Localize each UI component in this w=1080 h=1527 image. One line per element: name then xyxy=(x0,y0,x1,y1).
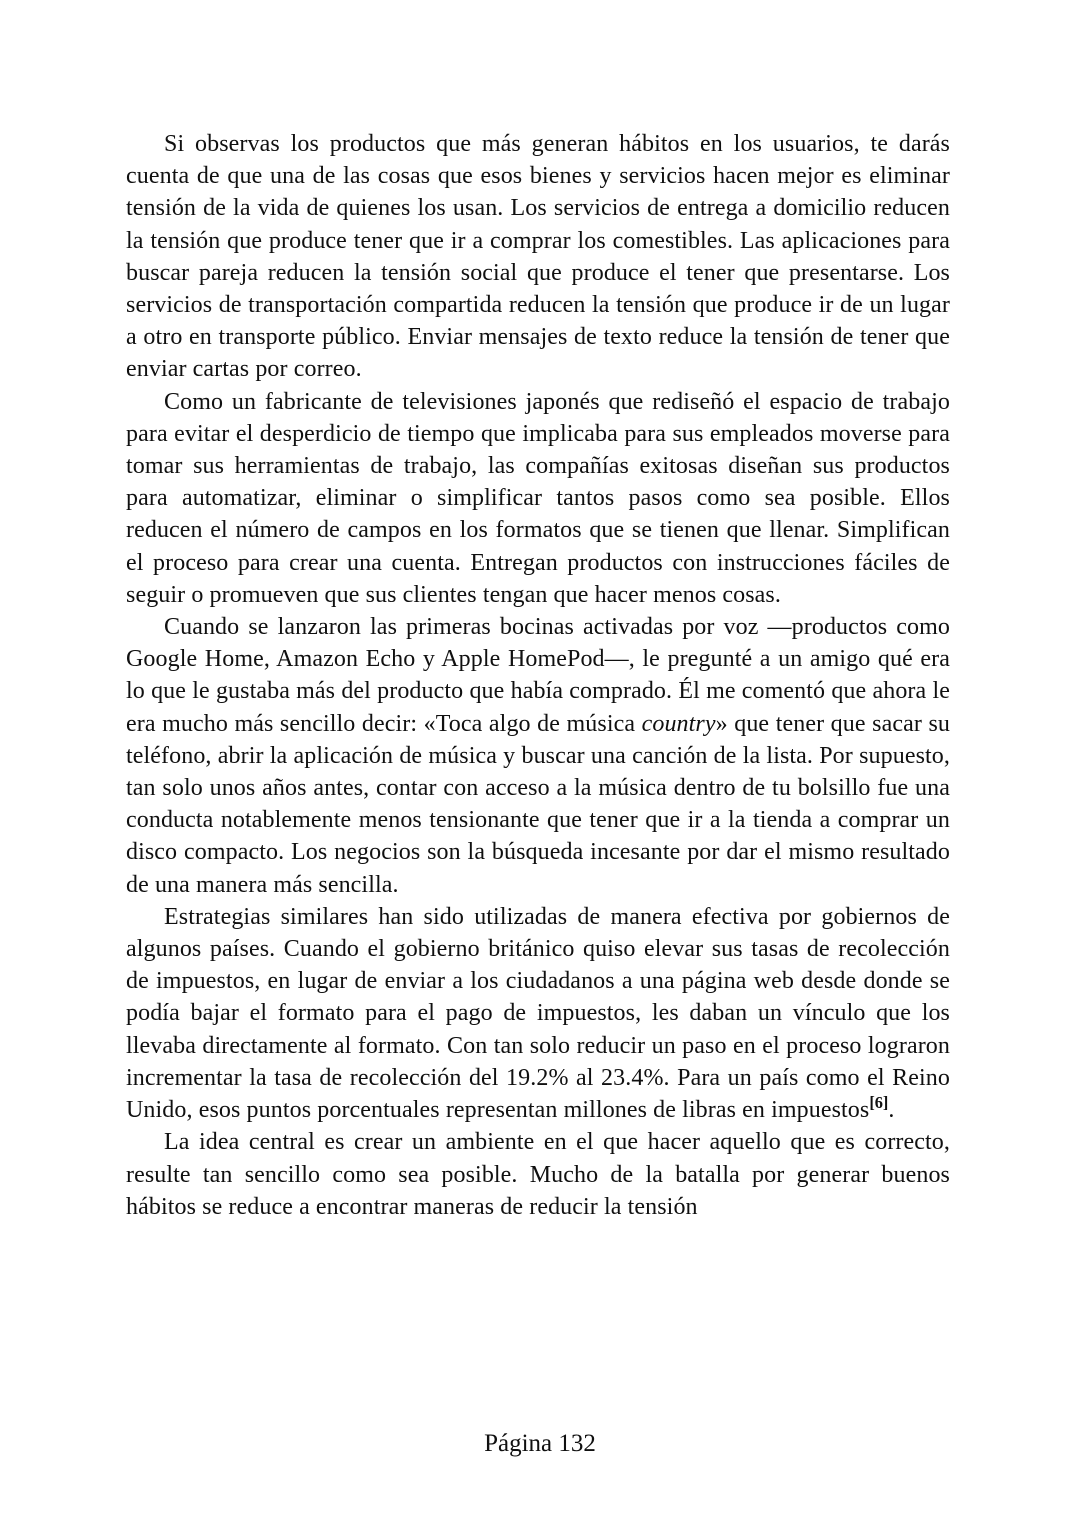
page-number: Página 132 xyxy=(484,1430,596,1457)
paragraph: Cuando se lanzaron las primeras bocinas activadas por voz —productos como Google Home, Amazon Echo y Apple HomePod—, le pregunté a un amigo qué era lo que le gustaba más del producto que había comprado. Él me comentó que ahora le era mucho más sencillo decir: «Toca algo de música country» que tener que sacar su teléfono, abrir la aplicación de música y buscar una canción de la lista. Por supuesto, tan solo unos años antes, contar con acceso a la música dentro de tu bolsillo fue una conducta notablemente menos tensionante que tener que ir a la tienda a comprar un disco compacto. Los negocios son la búsqueda incesante por dar el mismo resultado de una manera más sencilla. xyxy=(126,614,950,898)
paragraph: Como un fabricante de televisiones japonés que rediseñó el espacio de trabajo para evitar el desperdicio de tiempo que implicaba para sus empleados moverse para tomar sus herramientas de trabajo, las compañías exitosas diseñan sus productos para automatizar, eliminar o simplificar tantos pasos como sea posible. Ellos reducen el número de campos en los formatos que se tienen que llenar. Simplifican el proceso para crear una cuenta. Entregan productos con instrucciones fáciles de seguir o promueven que sus clientes tengan que hacer menos cosas. xyxy=(126,388,950,608)
paragraph: La idea central es crear un ambiente en el que hacer aquello que es correcto, resulte tan sencillo como sea posible. Mucho de la batalla por generar buenos hábitos se reduce a encontrar maneras de reducir la tensión xyxy=(126,1129,950,1220)
footnote-reference[interactable]: [6] xyxy=(869,1093,889,1113)
text-column xyxy=(126,128,950,1223)
italic-text: country xyxy=(641,710,716,737)
paragraph: Estrategias similares han sido utilizadas de manera efectiva por gobiernos de algunos países. Cuando el gobierno británico quiso elevar sus tasas de recolección de impuestos, en lugar de enviar a los ciudadanos a una página web desde donde se podía bajar el formato para el pago de impuestos, les daban un vínculo que los llevaba directamente al formato. Con tan solo reducir un paso en el proceso lograron incrementar la tasa de recolección del 19.2% al 23.4%. Para un país como el Reino Unido, esos puntos porcentuales representan millones de libras en impuestos[6]. xyxy=(126,903,950,1124)
paragraph: Si observas los productos que más generan hábitos en los usuarios, te darás cuenta de que una de las cosas que esos bienes y servicios hacen mejor es eliminar tensión de la vida de quienes los usan. Los servicios de entrega a domicilio reducen la tensión que produce tener que ir a comprar los comestibles. Las aplicaciones para buscar pareja reducen la tensión social que produce el tener que presentarse. Los servicios de transportación compartida reducen la tensión que produce ir de un lugar a otro en transporte público. Enviar mensajes de texto reduce la tensión de tener que enviar cartas por correo. xyxy=(126,131,950,383)
